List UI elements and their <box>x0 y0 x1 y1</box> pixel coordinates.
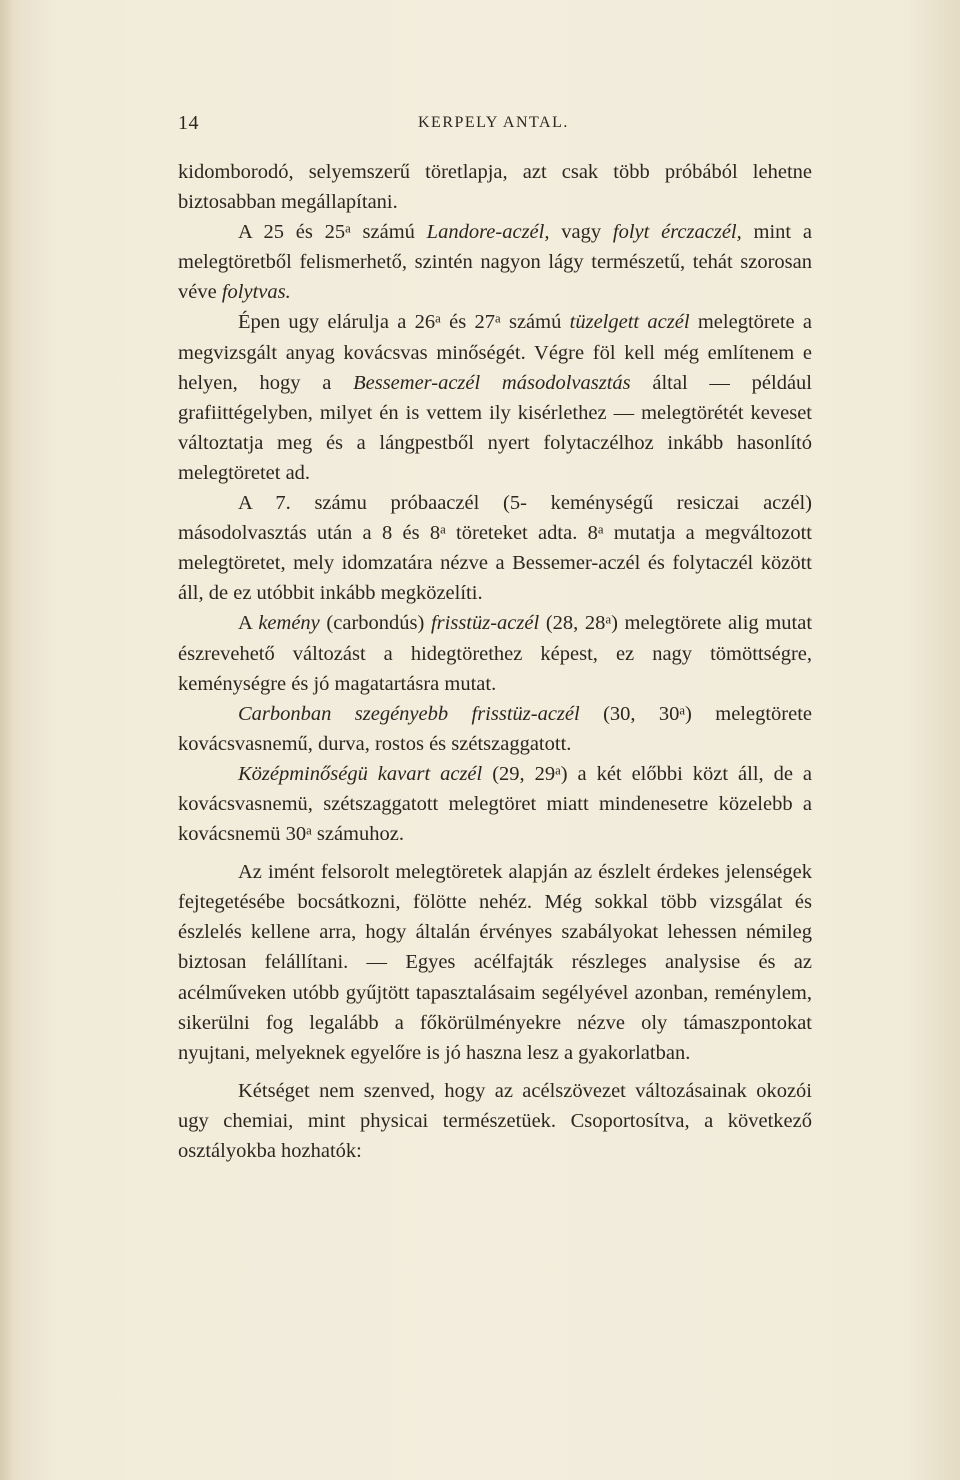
text-run: számú <box>500 311 570 334</box>
paragraph <box>178 217 812 307</box>
text-run: számú <box>350 221 427 244</box>
italic-term: Landore-aczél, <box>426 221 550 244</box>
italic-term: folytvas. <box>221 281 291 304</box>
superscript: a <box>555 763 561 778</box>
text-run: kidomborodó, selyemszerű töretlapja, azt csak több próbából lehetne biztosabban megállapítani. <box>178 161 812 214</box>
text-run: (30, 30 <box>579 702 680 725</box>
italic-term: folyt érczaczél, <box>612 221 742 244</box>
page-number: 14 <box>178 112 199 134</box>
superscript: a <box>440 522 446 537</box>
text-run: ) melegtörete alig mutat észrevehető változást a hidegtörethez képest, ez nagy tömöttségre, keménységre és jó magatartásra mutat. <box>178 612 813 695</box>
text-run: által — például grafiittégelyben, milyet én is vettem ily kisérlethez — melegtörétét keveset változtatja meg és a lángpestből nyert folytaczélhoz inkább hasonlító melegtöretet ad. <box>178 371 812 484</box>
text-run: (28, 28 <box>539 612 606 635</box>
body-text <box>178 157 812 1166</box>
italic-term: Középminőségü kavart aczél <box>238 762 483 785</box>
italic-term: Bessemer-aczél másodolvasztás <box>353 371 631 394</box>
page-edge-shadow <box>0 0 14 1480</box>
text-run: Épen ugy elárulja a 26 <box>238 311 436 334</box>
page-header <box>178 112 812 142</box>
text-run: töreteket adta. 8 <box>445 522 598 545</box>
superscript: a <box>597 522 604 537</box>
text-run: számuhoz. <box>311 823 404 846</box>
text-run: (29, 29 <box>482 762 556 785</box>
italic-term: frisstüz-aczél <box>430 612 540 635</box>
text-run: A <box>238 612 259 635</box>
paragraph <box>178 608 812 698</box>
paragraph <box>178 307 812 488</box>
running-head: KERPELY ANTAL. <box>418 114 569 131</box>
superscript: a <box>345 221 351 236</box>
italic-term: Carbonban szegényebb frisstüz-aczél <box>238 702 580 725</box>
superscript: a <box>495 311 501 326</box>
text-run: vagy <box>549 221 613 244</box>
italic-term: kemény <box>258 612 320 635</box>
text-run: A 7. számu próbaaczél (5- keménységű resiczai aczél) másodolvasztás után a 8 és 8 <box>178 492 812 545</box>
text-run: mint a melegtöretből felismerhető, szintén nagyon lágy természetű, tehát szorosan véve <box>178 221 812 304</box>
paragraph <box>178 1076 812 1166</box>
paragraph <box>178 699 812 759</box>
text-run: melegtörete a megvizsgált anyag kovácsvas minőségét. Végre föl kell még említenem e helyen, hogy a <box>178 311 813 394</box>
superscript: a <box>605 612 612 627</box>
paragraph <box>178 488 812 608</box>
paragraph <box>178 157 812 217</box>
superscript: a <box>679 702 686 717</box>
text-run: A 25 és 25 <box>238 221 346 244</box>
text-run: ) a két előbbi közt áll, de a kovácsvasnemü, szétszaggatott melegtöret miatt mindenesetre közelebb a kovácsnemü 30 <box>178 762 812 846</box>
text-run: Kétséget nem szenved, hogy az acélszövezet változásainak okozói ugy chemiai, mint physicai természetüek. Csoportosítva, a következő osztályokba hozhatók: <box>178 1079 812 1162</box>
superscript: a <box>435 311 441 326</box>
superscript: a <box>306 823 312 838</box>
text-run: mutatja a megváltozott melegtöretet, mely idomzatára nézve a Bessemer-aczél és folytaczél között áll, de ez utóbbit inkább megközelíti. <box>178 522 813 605</box>
paragraph <box>178 857 812 1068</box>
text-run: és 27 <box>440 311 496 334</box>
italic-term: tüzelgett aczél <box>569 311 690 334</box>
paragraph <box>178 759 812 849</box>
text-run: ) melegtörete kovácsvasnemű, durva, rostos és szétszaggatott. <box>178 702 812 755</box>
text-run: (carbondús) <box>319 612 431 635</box>
text-run: Az imént felsorolt melegtöretek alapján az észlelt érdekes jelenségek fejtegetésébe bocsátkozni, fölötte nehéz. Még sokkal több vizsgálat és észlelés kellene arra, hogy általán érvényes szabályokat lehessen némileg biztosan felállítani. — Egyes acélfajták részleges analysise és az acélműveken utóbb gyűjtött tapasztalásaim segélyével azonban, reménylem, sikerülni fog legalább a főkörülményekre nézve oly támaszpontokat nyujtani, melyeknek egyelőre is jó haszna lesz a gyakorlatban. <box>178 861 812 1064</box>
